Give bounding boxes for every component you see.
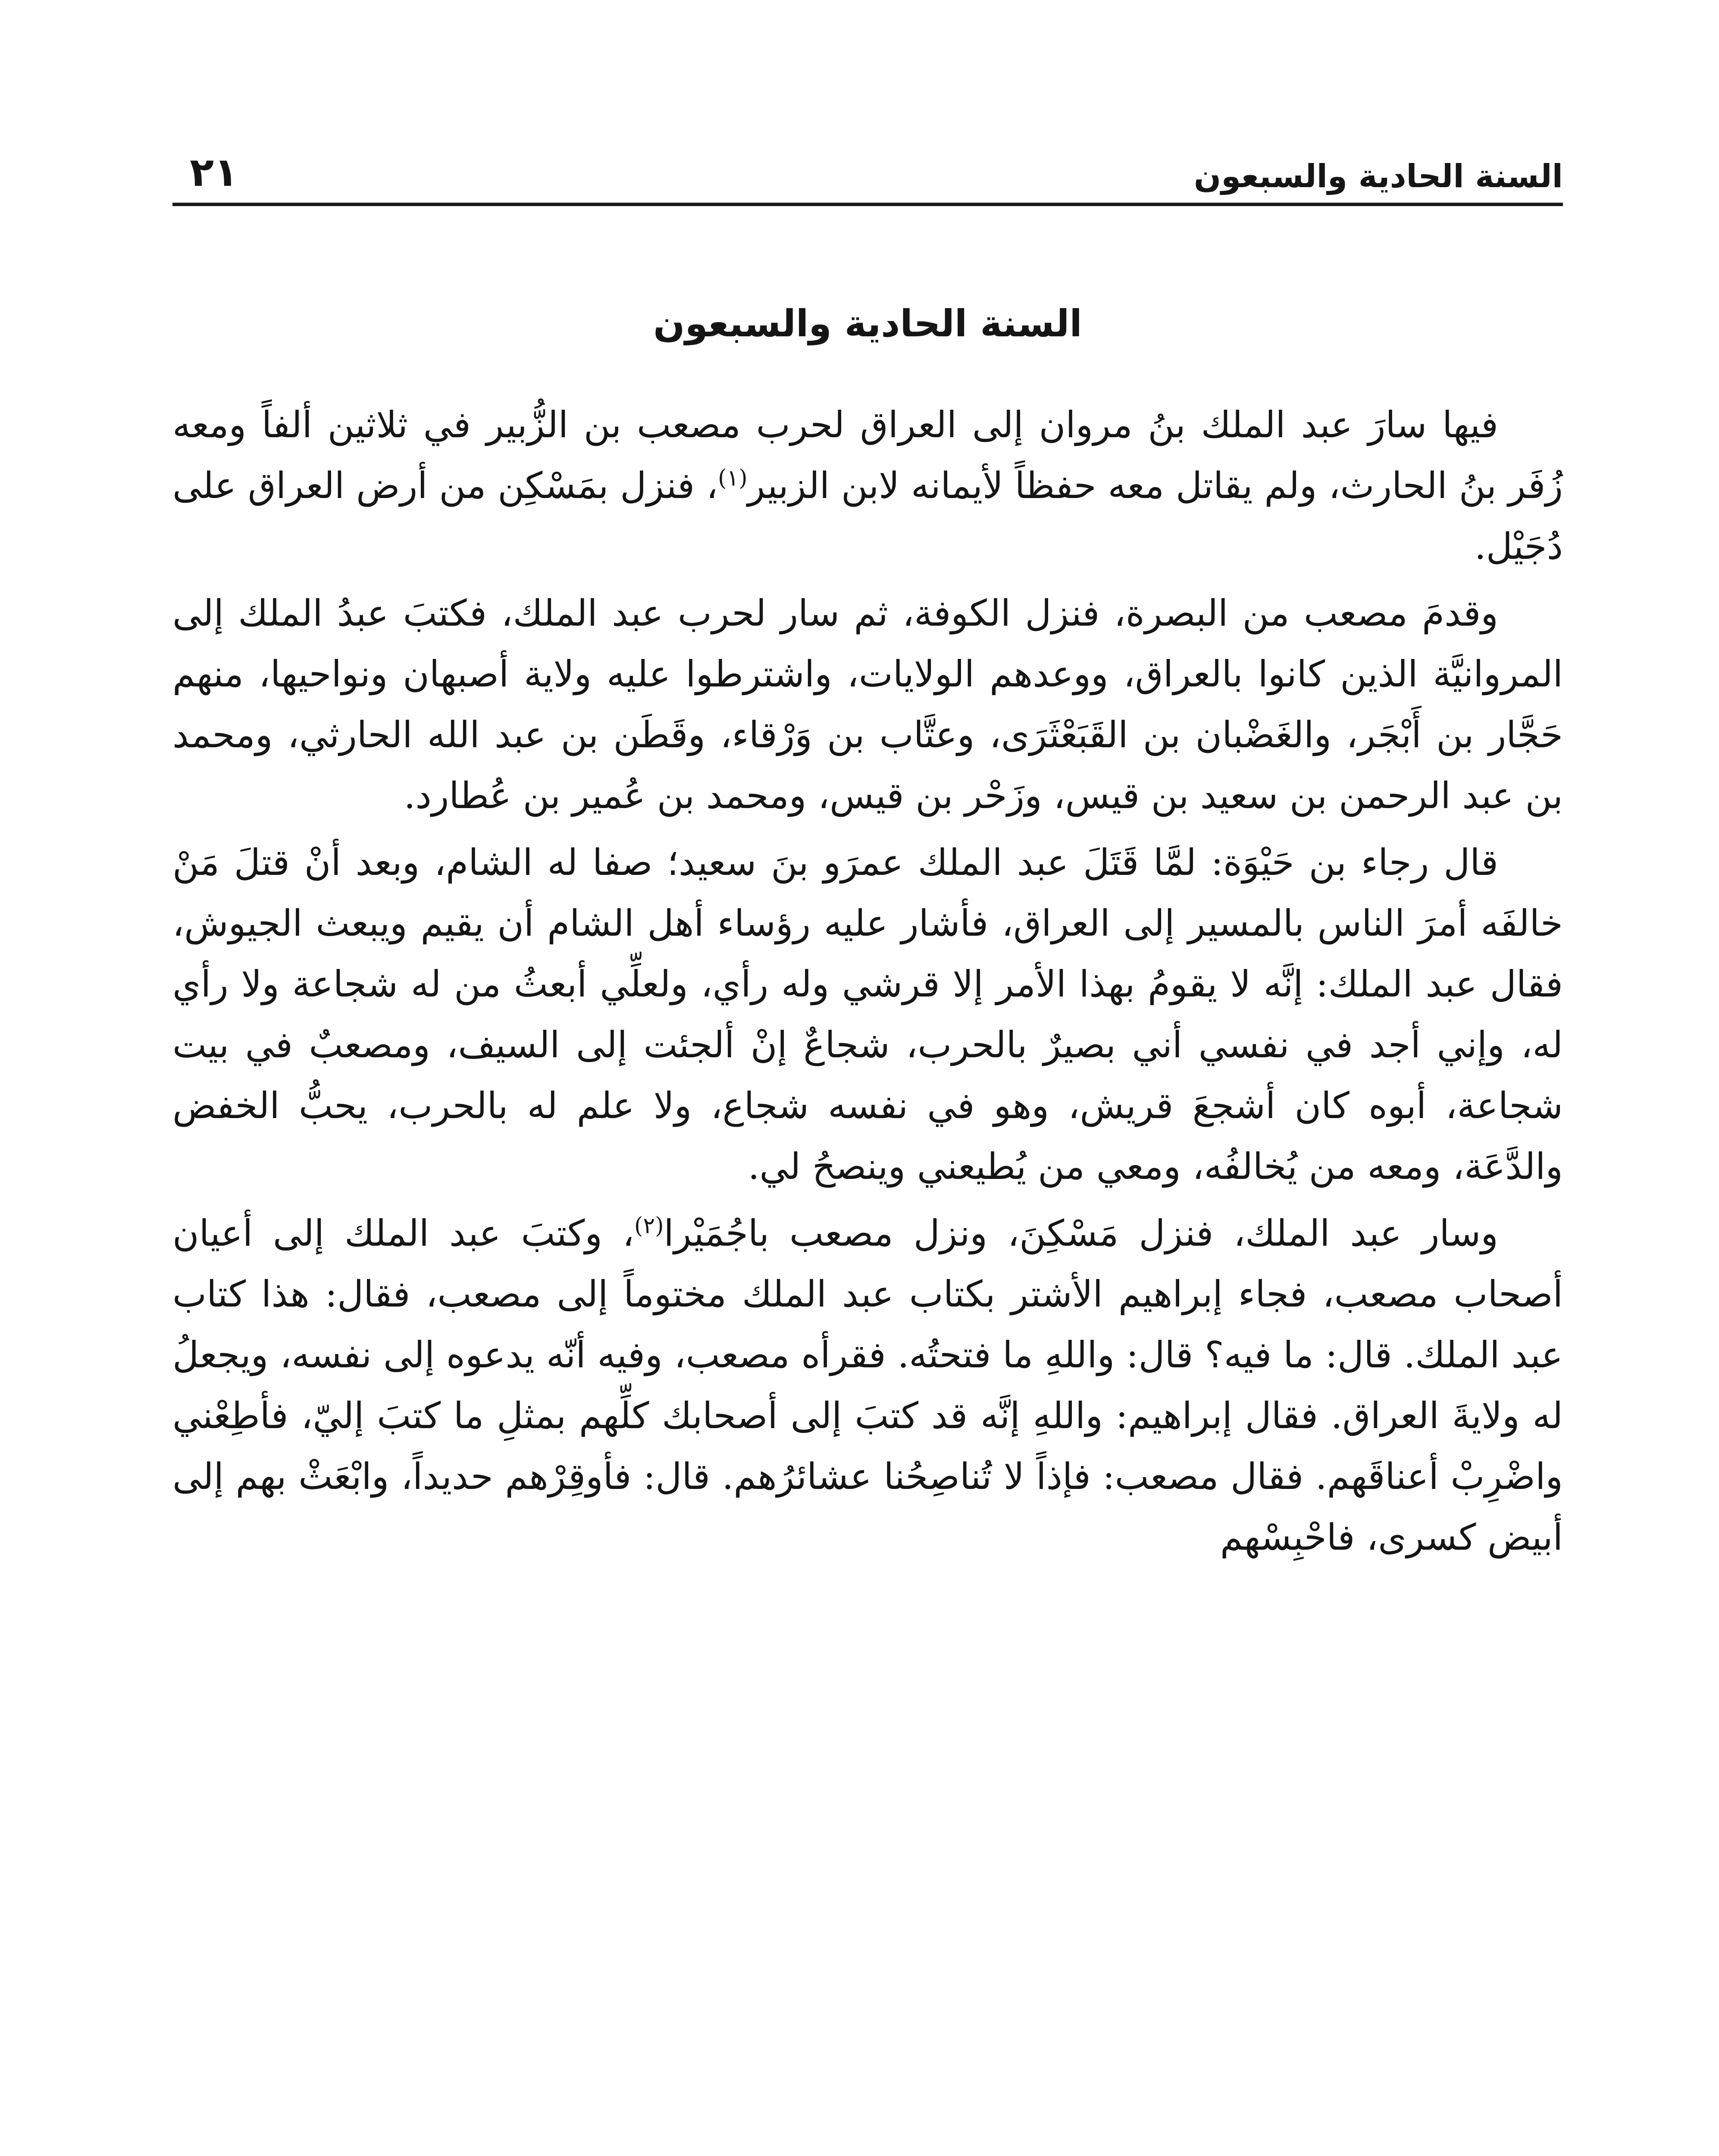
footnote-ref-2: (٢)	[634, 1213, 664, 1239]
chapter-title: السنة الحادية والسبعون	[653, 302, 1082, 345]
paragraph-2	[172, 583, 1563, 826]
paragraph-3	[172, 832, 1563, 1197]
paragraph-4-text-b: ، وكتبَ عبد الملك إلى أعيان أصحاب مصعب، فجاء إبراهيم الأشتر بكتاب عبد الملك مختوماً إلى مصعب، فقال: هذا كتاب عبد الملك. قال: ما فيه؟ قال: واللهِ ما فتحتُه. فقرأه مصعب، وفيه أنّه يدعوه إلى نفسه، ويجعلُ له ولايةَ العراق. فقال إبراهيم: واللهِ إنَّه قد كتبَ إلى أصحابك كلِّهم بمثلِ ما كتبَ إليّ، فأطِعْني واضْرِبْ أعناقَهم. فقال مصعب: فإذاً لا تُناصِحُنا عشائرُهم. قال: فأوقِرْهم حديداً، وابْعَثْ بهم إلى أبيض كسرى، فاحْبِسْهم	[172, 1212, 1563, 1558]
paragraph-1-text-a: فيها سارَ عبد الملك بنُ مروان إلى العراق لحرب مصعب بن الزُّبير في ثلاثين ألفاً ومعه زُفَر بنُ الحارث، ولم يقاتل معه حفظاً لأيمانه لابن الزبير	[172, 404, 1563, 507]
paragraph-1	[172, 395, 1563, 577]
paragraph-4-text-a: وسار عبد الملك، فنزل مَسْكِنَ، ونزل مصعب باجُمَيْرا	[664, 1212, 1498, 1254]
footnote-ref-1: (١)	[718, 465, 748, 491]
paragraph-1-text-b: ، فنزل بمَسْكِن من أرض العراق على دُجَيْل.	[172, 464, 1563, 567]
running-title: السنة الحادية والسبعون	[1194, 158, 1563, 195]
paragraph-2-text: وقدمَ مصعب من البصرة، فنزل الكوفة، ثم سار لحرب عبد الملك، فكتبَ عبدُ الملك إلى المروانيَّة الذين كانوا بالعراق، ووعدهم الولايات، واشترطوا عليه ولاية أصبهان ونواحيها، منهم حَجَّار بن أَبْجَر، والغَضْبان بن القَبَعْثَرَى، وعتَّاب بن وَرْقاء، وقَطَن بن عبد الله الحارثي، ومحمد بن عبد الرحمن بن سعيد بن قيس، وزَحْر بن قيس، ومحمد بن عُمير بن عُطارد.	[172, 592, 1563, 817]
paragraph-4	[172, 1203, 1563, 1568]
running-header	[172, 129, 1563, 206]
paragraph-3-text: قال رجاء بن حَيْوَة: لمَّا قَتَلَ عبد الملك عمرَو بنَ سعيد؛ صفا له الشام، وبعد أنْ قتلَ مَنْ خالفَه أمرَ الناس بالمسير إلى العراق، فأشار عليه رؤساء أهل الشام أن يقيم ويبعث الجيوش، فقال عبد الملك: إنَّه لا يقومُ بهذا الأمر إلا قرشي وله رأي، ولعلِّي أبعثُ من له شجاعة ولا رأي له، وإني أجد في نفسي أني بصيرٌ بالحرب، شجاعٌ إنْ ألجئت إلى السيف، ومصعبٌ في بيت شجاعة، أبوه كان أشجعَ قريش، وهو في نفسه شجاع، ولا علم له بالحرب، يحبُّ الخفض والدَّعَة، ومعه من يُخالفُه، ومعي من يُطيعني وينصحُ لي.	[172, 841, 1563, 1188]
page-number: ٢١	[190, 149, 238, 195]
body-text	[172, 395, 1563, 1574]
